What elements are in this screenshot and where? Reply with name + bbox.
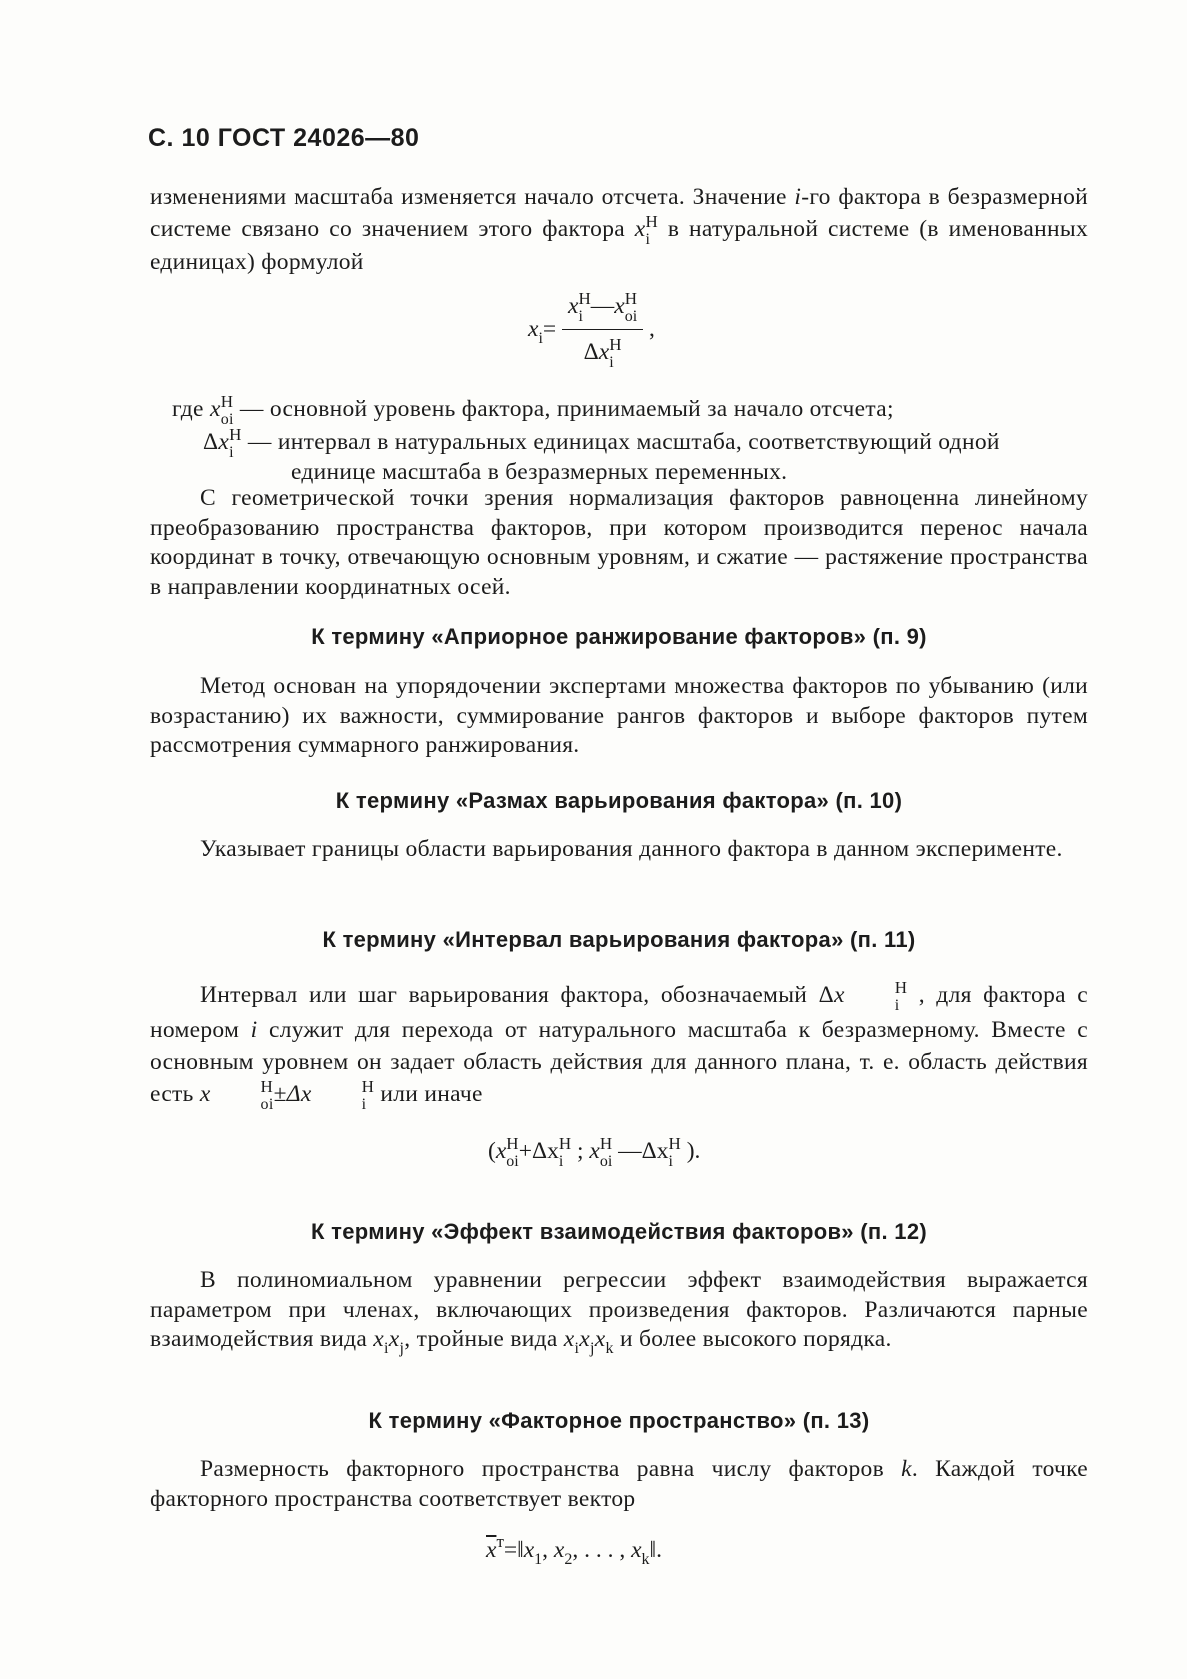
section-12-text: В полиномиальном уравнении регрессии эффект взаимодействия выражается параметром при членах, включающих произведения факторов. Различаются парные взаимодействия вида $x_ix_j$, тройные вида $x_ix_jx_k$ и более высокого порядка.: [150, 1267, 1088, 1357]
definition-base-level: где x H oi — основной уровень фактора, принимаемый за начало отсчета;: [172, 392, 894, 428]
intro-paragraph: изменениями масштаба изменяется начало отсчета. Значение i-го фактора в безразмерной системе связано со значением этого фактора x H i в натуральной системе (в именованных единицах) формулой: [150, 184, 1089, 275]
geometric-paragraph: С геометрической точки зрения нормализация факторов равноценна линейному преобразованию пространства факторов, при котором производится перенос начала координат в точку, отвечающую основным уровням, и сжатие — растяжение пространства в направлении координатных осей.: [150, 485, 1088, 600]
section-11-text: Интервал или шаг варьирования фактора, обозначаемый Δx H i , для фактора с номером i служит для перехода от натурального масштаба к безразмерному. Вместе с основным уровнем он задает область действия для данного плана, т. е. область действия есть x H oi ±Δx H i или иначе: [150, 978, 1088, 1114]
section-11-heading: К термину «Интервал варьирования фактора» (п. 11): [322, 927, 916, 952]
interval-formula: (x H oi +Δx H i ; x H oi —Δx H i ).: [488, 1134, 701, 1170]
definition-interval: Δx H i — интервал в натуральных единицах масштаба, соответствующий одной: [203, 425, 1000, 461]
section-13-text: Размерность факторного пространства равна числу факторов k. Каждой точке факторного пространства соответствует вектор: [150, 1456, 1089, 1512]
definition-interval-continued: единице масштаба в безразмерных переменных.: [291, 459, 788, 485]
section-10-text: Указывает границы области варьирования данного фактора в данном эксперименте.: [200, 836, 1063, 862]
formula-fraction: x H i —x H oi Δx H i: [562, 290, 643, 371]
section-10-heading: К термину «Размах варьирования фактора» (п. 10): [335, 788, 903, 813]
page-header: С. 10 ГОСТ 24026—80: [148, 124, 420, 152]
factor-vector-formula: $\overline{x}^т=‖x_1$, $x_2$, . . . , $x_k‖$.: [486, 1532, 663, 1568]
section-9-heading: К термину «Априорное ранжирование факторов» (п. 9): [311, 624, 927, 649]
normalization-formula: $x_i=$ x H i —x H oi Δx H i ,: [528, 289, 655, 371]
section-12-heading: К термину «Эффект взаимодействия факторов» (п. 12): [311, 1219, 927, 1244]
section-9-text: Метод основан на упорядочении экспертами множества факторов по убыванию (или возрастанию) их важности, суммирование рангов факторов и выборе факторов путем рассмотрения суммарного ранжирования.: [150, 673, 1088, 758]
section-13-heading: К термину «Факторное пространство» (п. 13): [368, 1408, 870, 1433]
